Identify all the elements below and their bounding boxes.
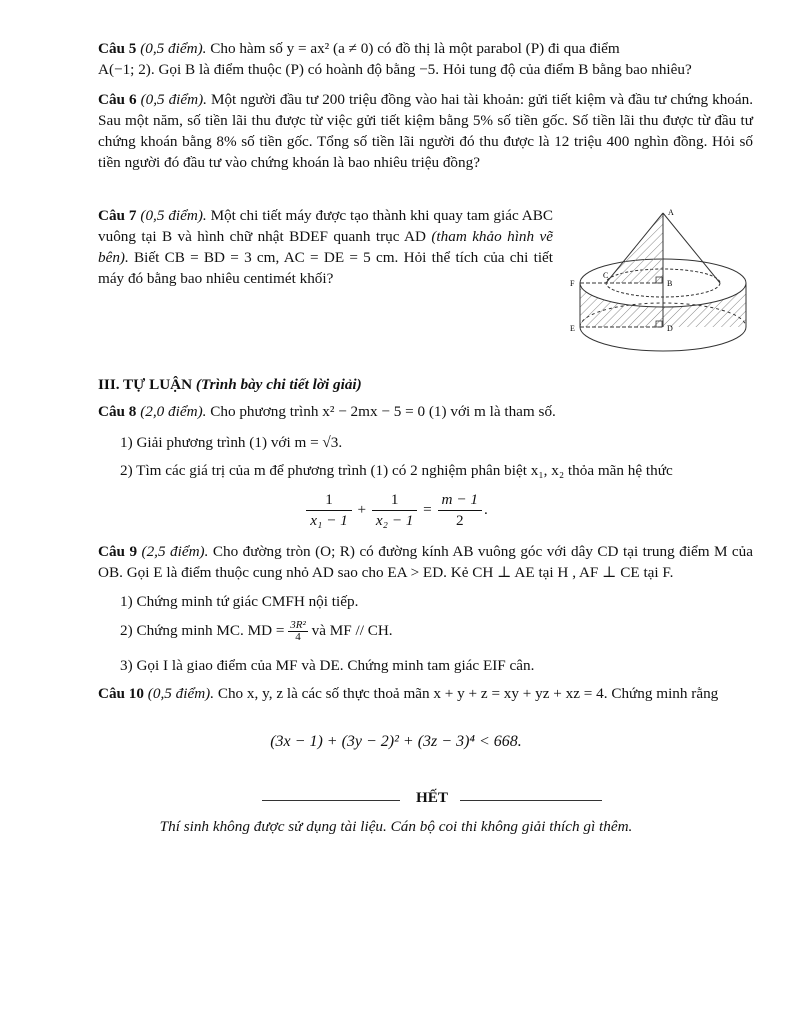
label-B: B xyxy=(667,279,673,288)
end-word: HẾT xyxy=(415,789,449,806)
q9-part-1: 1) Chứng minh tứ giác CMFH nội tiếp. xyxy=(120,593,359,610)
q6-text: Một người đầu tư 200 triệu đồng vào hai tài khoản: gửi tiết kiệm và đầu tư chứng khoán. Sau một năm, số tiền lãi thu được từ việc gửi tiết kiệm bằng 5% số tiền gốc. Số tiền lãi thu được từ đầu tư chứng khoán bằng 8% số tiền gốc. Tổng số tiền lãi người đó thu được là 12 triệu 400 nghìn đồng. Hỏi số tiền người đó đầu tư vào chứng khoán là bao nhiêu triệu đồng? xyxy=(98,91,754,171)
q7-label: Câu 7 xyxy=(98,207,137,224)
q9-frac-den: 4 xyxy=(295,631,301,644)
q9-fraction xyxy=(288,620,308,643)
q9-part-2b: và MF // CH. xyxy=(311,622,393,639)
q7-text-c: Biết CB = BD = 3 cm, AC = DE = 5 cm. Hỏi thể tích của chi tiết máy đó bằng bao nhiêu centimét khối? xyxy=(98,249,553,287)
q8-plus: + xyxy=(357,500,367,518)
q8-f3-den: 2 xyxy=(455,512,464,529)
q7-text-a: Một chi tiết máy được tạo thành khi quay tam giác xyxy=(206,207,519,224)
question-6 xyxy=(98,89,753,173)
q8-fraction-2 xyxy=(372,490,417,531)
label-C: C xyxy=(603,271,609,280)
q8-points: (2,0 điểm). xyxy=(140,403,207,420)
q8-dot: . xyxy=(483,500,488,518)
q6-label: Câu 6 xyxy=(98,91,137,108)
q10-formula: (3x − 1) + (3y − 2)² + (3z − 3)⁴ < 668. xyxy=(270,733,522,750)
question-8 xyxy=(98,401,753,422)
q6-points: (0,5 điểm). xyxy=(140,91,207,108)
q8-f3-num: m − 1 xyxy=(438,490,482,511)
section-3-subtitle: (Trình bày chi tiết lời giải) xyxy=(195,376,362,393)
section-3-heading xyxy=(98,374,753,395)
q8-text: Cho phương trình x² − 2mx − 5 = 0 (1) với m là tham số. xyxy=(206,403,556,420)
q7-text-ref: (tham khảo hình vẽ bên). xyxy=(98,228,553,266)
q8-f2-den: x₂ − 1 xyxy=(375,512,414,529)
q8-part-1: 1) Giải phương trình (1) với m = √3. xyxy=(120,434,343,451)
q8-equals: = xyxy=(423,500,432,518)
label-D: D xyxy=(667,324,673,333)
q5-line2: A(−1; 2). Gọi B là điểm thuộc (P) có hoành độ bằng −5. Hỏi tung độ của điểm B bằng bao nhiêu? xyxy=(98,61,692,78)
label-E: E xyxy=(570,324,575,333)
q8-label: Câu 8 xyxy=(98,403,137,420)
q9-part-2a: 2) Chứng minh MC. MD = xyxy=(120,622,285,639)
q5-points: (0,5 điểm). xyxy=(140,40,207,57)
q7-points: (0,5 điểm). xyxy=(140,207,207,224)
q9-frac-num: 3R² xyxy=(290,619,306,632)
q9-points: (2,5 điểm). xyxy=(141,543,209,560)
q9-part-3: 3) Gọi I là giao điểm của MF và DE. Chứng minh tam giác EIF cân. xyxy=(120,657,535,674)
q8-fraction-equation xyxy=(0,490,792,531)
footer-note: Thí sinh không được sử dụng tài liệu. Cán bộ coi thi không giải thích gì thêm. xyxy=(159,818,633,835)
q8-f1-den: x₁ − 1 xyxy=(310,512,348,529)
q10-text: Cho x, y, z là các số thực thoả mãn x + y + z = xy + yz + xz = 4. Chứng minh rằng xyxy=(214,685,719,702)
q5-label: Câu 5 xyxy=(98,40,137,57)
q8-fraction-1 xyxy=(306,490,351,531)
question-10 xyxy=(98,683,753,704)
q8-f2-num: 1 xyxy=(372,490,417,511)
q5-line1: Cho hàm số y = ax² (a ≠ 0) có đồ thị là một parabol (P) đi qua điểm xyxy=(206,40,620,57)
cylinder-bottom-front xyxy=(580,327,746,351)
q8-fraction-3 xyxy=(438,490,482,531)
q9-label: Câu 9 xyxy=(98,543,138,560)
q9-text: Cho đường tròn (O; R) có đường kính AB vuông góc với dây CD tại trung điểm M của OB. Gọi E là điểm thuộc cung nhỏ AD sao cho EA > ED. Kẻ CH ⊥ AE tại H , AF ⊥ CE tại F. xyxy=(98,543,754,581)
q8-part-2: 2) Tìm các giá trị của m để phương trình (1) có 2 nghiệm phân biệt x₁, x₂ thỏa mãn hệ thức xyxy=(120,462,673,479)
question-7 xyxy=(98,205,553,289)
q7-text-b: ABC vuông tại B và hình chữ nhật BDEF quanh trục AD xyxy=(98,207,554,245)
q10-label: Câu 10 xyxy=(98,685,144,702)
q8-f1-num: 1 xyxy=(306,490,351,511)
question-5 xyxy=(98,38,753,80)
label-F: F xyxy=(570,279,575,288)
q10-points: (0,5 điểm). xyxy=(147,685,215,702)
q9-part-2 xyxy=(120,620,750,643)
question-9 xyxy=(98,541,753,583)
end-rule-right xyxy=(460,800,602,801)
section-3-title: III. TỰ LUẬN xyxy=(98,376,193,393)
end-marker xyxy=(262,787,602,809)
label-A: A xyxy=(668,208,674,217)
q7-figure xyxy=(568,200,758,358)
